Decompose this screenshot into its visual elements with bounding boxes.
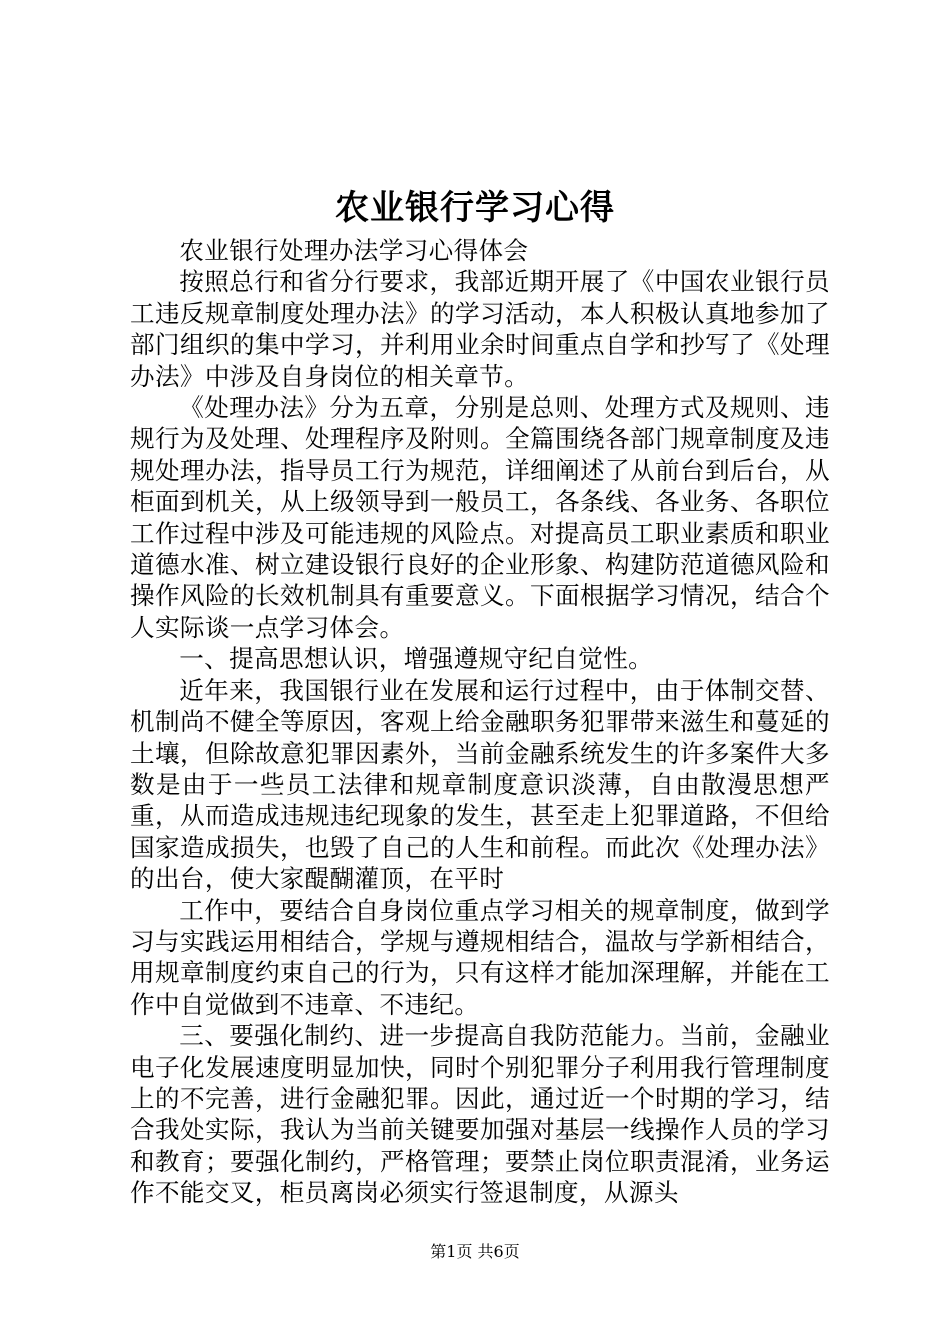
paragraph-overview: 《处理办法》分为五章，分别是总则、处理方式及规则、违规行为及处理、处理程序及附则。全篇围绕各部门规章制度及违规处理办法，指导员工行为规范，详细阐述了从前台到后台，从柜面到机关，从上级领导到一般员工，各条线、各业务、各职位工作过程中涉及可能违规的风险点。对提高员工职业素质和职业道德水准、树立建设银行良好的企业形象、构建防范道德风险和操作风险的长效机制具有重要意义。下面根据学习情况，结合个人实际谈一点学习体会。: [130, 393, 830, 642]
paragraph-subtitle: 农业银行处理办法学习心得体会: [179, 236, 529, 265]
page-footer: 第1页 共6页: [430, 1242, 520, 1261]
document-body: [130, 235, 830, 1209]
paragraph-heading-three: 三、要强化制约、进一步提高自我防范能力。当前，金融业电子化发展速度明显加快，同时个别犯罪分子利用我行管理制度上的不完善，进行金融犯罪。因此，通过近一个时期的学习，结合我处实际，我认为当前关键要加强对基层一线操作人员的学习和教育；要强化制约，严格管理；要禁止岗位职责混淆，业务运作不能交叉，柜员离岗必须实行签退制度，从源头: [130, 1021, 830, 1208]
paragraph-background: 近年来，我国银行业在发展和运行过程中，由于体制交替、机制尚不健全等原因，客观上给金融职务犯罪带来滋生和蔓延的土壤，但除故意犯罪因素外，当前金融系统发生的许多案件大多数是由于一些员工法律和规章制度意识淡薄，自由散漫思想严重，从而造成违规违纪现象的发生，甚至走上犯罪道路，不但给国家造成损失，也毁了自己的人生和前程。而此次《处理办法》的出台，使大家醍醐灌顶，在平时: [130, 675, 830, 894]
paragraph-intro: 按照总行和省分行要求，我部近期开展了《中国农业银行员工违反规章制度处理办法》的学习活动，本人积极认真地参加了部门组织的集中学习，并利用业余时间重点自学和抄写了《处理办法》中涉及自身岗位的相关章节。: [130, 267, 830, 391]
document-title: 农业银行学习心得: [335, 188, 615, 228]
paragraph-work-practice: 工作中，要结合自身岗位重点学习相关的规章制度，做到学习与实践运用相结合，学规与遵规相结合，温故与学新相结合，用规章制度约束自己的行为，只有这样才能加深理解，并能在工作中自觉做到不违章、不违纪。: [130, 895, 830, 1019]
paragraph-heading-one: 一、提高思想认识，增强遵规守纪自觉性。: [179, 644, 654, 674]
